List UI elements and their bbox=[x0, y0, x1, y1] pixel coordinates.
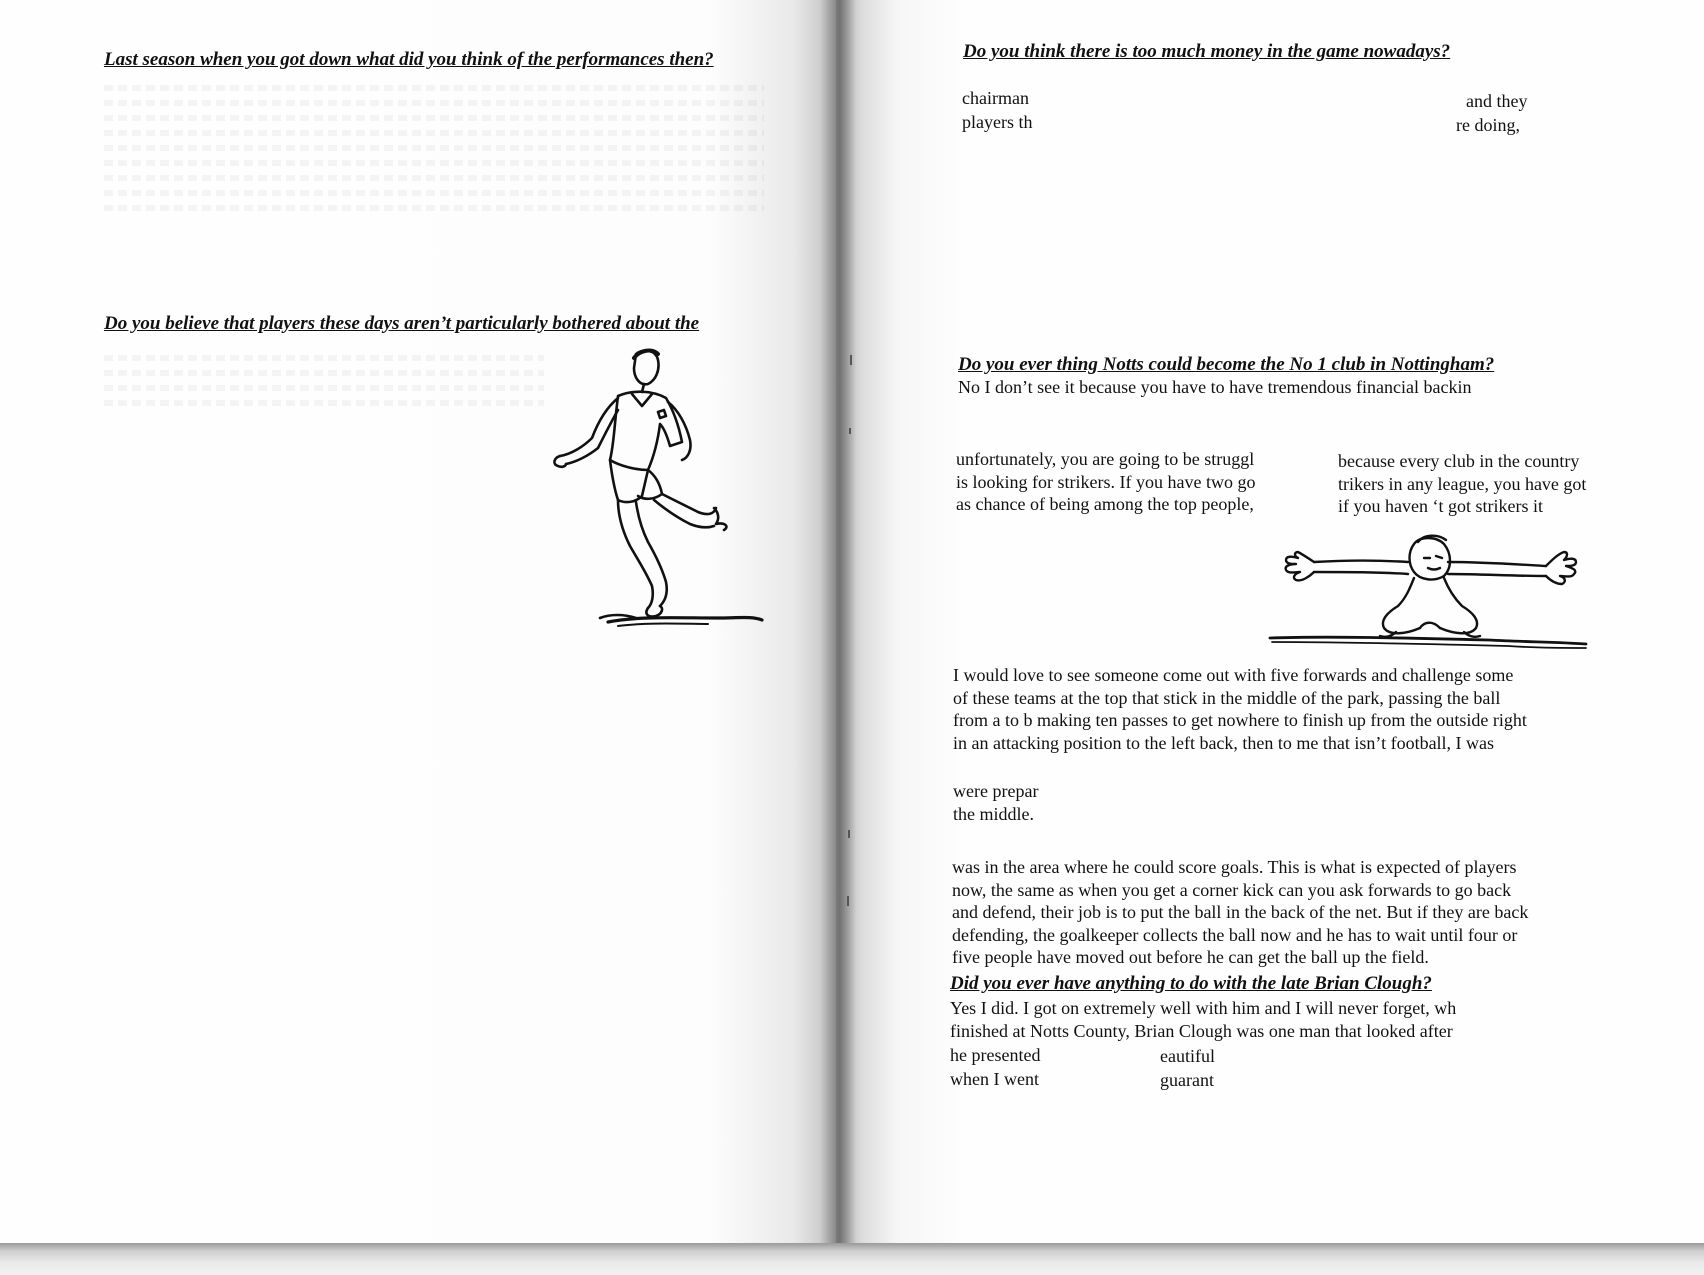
paragraph-line: in an attacking position to the left back, then to me that isn’t football, I was bbox=[953, 732, 1495, 753]
paragraph-line: five people have moved out before he can get the ball up the field. bbox=[952, 947, 1429, 967]
strikers-column-right bbox=[1338, 450, 1586, 518]
money-fragment-right-1: and they bbox=[1466, 91, 1528, 111]
left-page bbox=[0, 0, 836, 1243]
paragraph-line: and defend, their job is to put the ball in the back of the net. But if they are back bbox=[952, 902, 1529, 922]
area-paragraph bbox=[952, 856, 1528, 969]
goalkeeper-illustration bbox=[1268, 532, 1588, 654]
clough-fragment-left-2: when I went bbox=[950, 1069, 1039, 1089]
scan-bottom-edge bbox=[0, 1243, 1704, 1275]
book-gutter bbox=[820, 0, 856, 1243]
footballer-illustration bbox=[548, 346, 768, 632]
crease-mark bbox=[850, 355, 852, 365]
faded-text-block-1 bbox=[104, 76, 764, 220]
question-last-season: Last season when you got down what did you think of the performances then? bbox=[104, 49, 714, 70]
strikers-right-line: because every club in the country bbox=[1338, 451, 1580, 471]
clough-answer bbox=[950, 997, 1456, 1042]
strikers-left-line: as chance of being among the top people, bbox=[956, 494, 1254, 514]
crease-mark bbox=[848, 830, 850, 838]
paragraph-line: of these teams at the top that stick in the middle of the park, passing the ball bbox=[953, 687, 1501, 708]
clough-fragment-right-1: eautiful bbox=[1160, 1046, 1215, 1066]
paragraph-line: was in the area where he could score goals. This is what is expected of players bbox=[952, 857, 1517, 877]
money-fragment-right-2: re doing, bbox=[1456, 115, 1520, 135]
crease-mark bbox=[849, 428, 851, 434]
money-fragment-left-2: players th bbox=[962, 112, 1033, 132]
question-brian-clough: Did you ever have anything to do with the late Brian Clough? bbox=[950, 973, 1432, 994]
money-fragment-left-1: chairman bbox=[962, 88, 1029, 108]
clough-fragment-left-1: he presented bbox=[950, 1045, 1041, 1065]
paragraph-line: now, the same as when you get a corner kick can you ask forwards to go back bbox=[952, 879, 1512, 900]
question-notts-no1: Do you ever thing Notts could become the No 1 club in Nottingham? bbox=[958, 354, 1495, 375]
question-players-bothered: Do you believe that players these days aren’t particularly bothered about the bbox=[104, 313, 700, 334]
paragraph-line: defending, the goalkeeper collects the ball now and he has to wait until four or bbox=[952, 924, 1518, 945]
answer-line: Yes I did. I got on extremely well with him and I will never forget, wh bbox=[950, 998, 1457, 1018]
crease-mark bbox=[847, 896, 849, 906]
five-forwards-paragraph bbox=[953, 664, 1527, 754]
paragraph-line: I would love to see someone come out with five forwards and challenge some bbox=[953, 665, 1514, 685]
strikers-column-left bbox=[956, 448, 1255, 516]
fragment-line: the middle. bbox=[953, 803, 1034, 824]
strikers-right-line: if you haven ‘t got strikers it bbox=[1338, 496, 1543, 516]
answer-line: finished at Notts County, Brian Clough was one man that looked after bbox=[950, 1020, 1453, 1041]
fragment-line: were prepar bbox=[953, 781, 1039, 801]
notts-answer: No I don’t see it because you have to have tremendous financial backin bbox=[958, 377, 1472, 397]
question-too-much-money: Do you think there is too much money in the game nowadays? bbox=[963, 41, 1451, 62]
strikers-left-line: unfortunately, you are going to be struggl bbox=[956, 449, 1255, 469]
strikers-left-line: is looking for strikers. If you have two go bbox=[956, 471, 1256, 492]
clough-fragment-right-2: guarant bbox=[1160, 1070, 1214, 1090]
strikers-right-line: trikers in any league, you have got bbox=[1338, 473, 1587, 494]
faded-text-block-2 bbox=[104, 346, 544, 415]
middle-fragment bbox=[953, 780, 1038, 825]
paragraph-line: from a to b making ten passes to get nowhere to finish up from the outside right bbox=[953, 710, 1527, 730]
right-page bbox=[836, 0, 1704, 1243]
